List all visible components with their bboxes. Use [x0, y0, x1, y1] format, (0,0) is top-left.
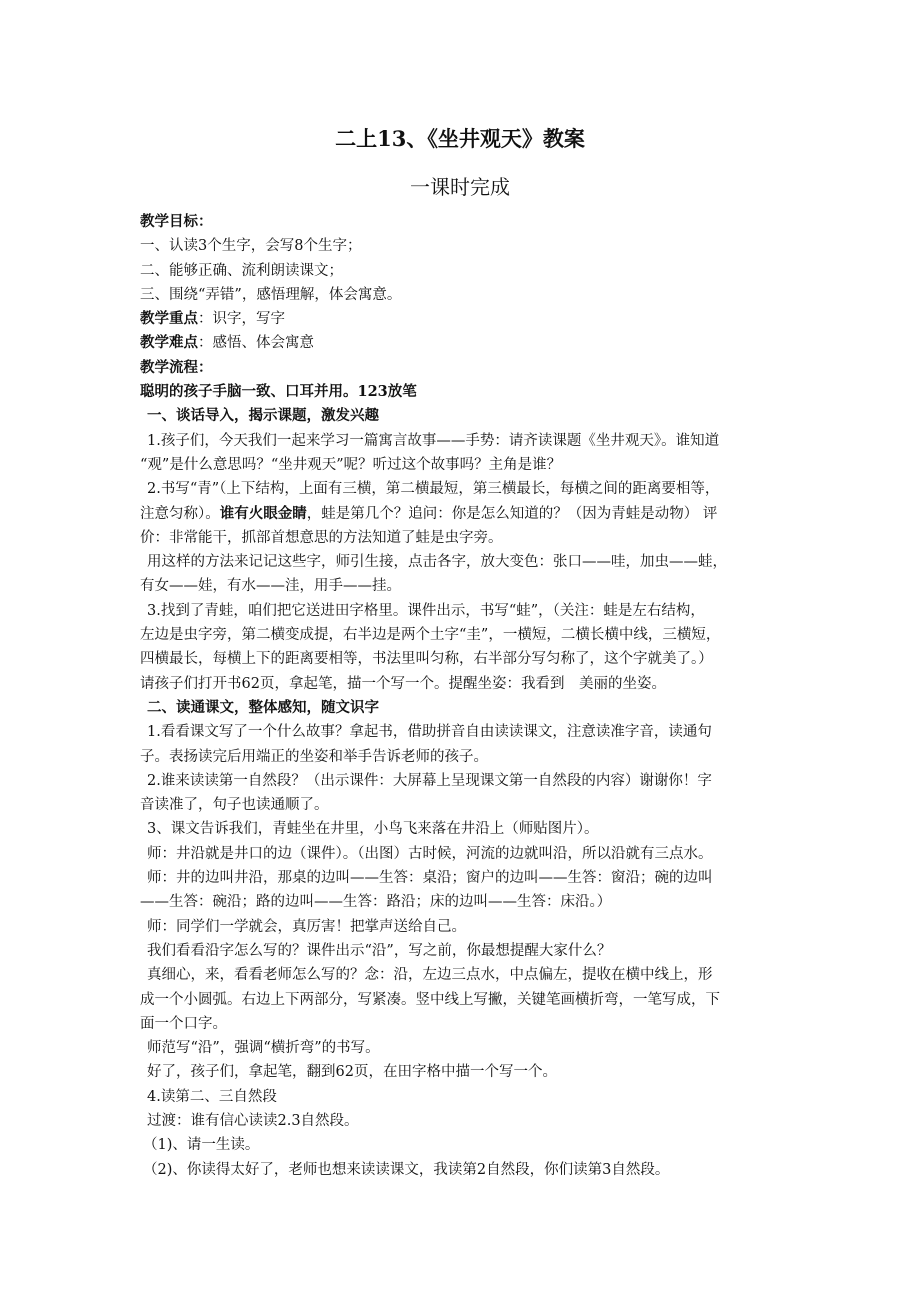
key-points-text: ：识字，写字 — [198, 311, 285, 328]
paragraph-line: 4.读第二、三自然段 — [147, 1088, 277, 1105]
paragraph-line: 1.孩子们，今天我们一起来学习一篇寓言故事——手势：请齐读课题《坐井观天》。谁知道 — [147, 432, 720, 449]
paragraph-text: ，蛙是第几个？追问：你是怎么知道的？（因为青蛙是动物） 评 — [306, 505, 718, 522]
document-title: 二上13、《坐井观天》教案 — [335, 126, 585, 151]
key-points-label: 教学重点 — [140, 310, 198, 328]
paragraph-line: 音读准了，句子也读通顺了。 — [140, 797, 329, 814]
paragraph-line — [140, 502, 792, 526]
difficult-points-text: ：感悟、体会寓意 — [198, 335, 314, 352]
difficult-points — [140, 331, 792, 355]
process-heading: 教学流程： — [140, 358, 213, 376]
paragraph-line: 请孩子们打开书62页，拿起笔，描一个写一个。提醒坐姿：我看到 美丽的坐姿。 — [140, 675, 666, 692]
paragraph-line: ——生答：碗沿；路的边叫——生答：路沿；床的边叫——生答：床沿。） — [140, 894, 612, 911]
paragraph-line: 过渡：谁有信心读读2.3自然段。 — [147, 1112, 359, 1129]
difficult-points-label: 教学难点 — [140, 334, 198, 352]
paragraph-line: 师：井沿就是井口的边（课件）。（出图）古时候，河流的边就叫沿，所以沿就有三点水。 — [147, 845, 713, 862]
paragraph-line: 我们看看沿字怎么写的？课件出示“沿”，写之前，你最想提醒大家什么？ — [147, 942, 612, 959]
paragraph-line: 价：非常能干，抓部首想意思的方法知道了蛙是虫字旁。 — [140, 529, 503, 546]
paragraph-line: （2)、你读得太好了，老师也想来读读课文，我读第2自然段，你们读第3自然段。 — [143, 1161, 670, 1178]
document-subtitle: 一课时完成 — [410, 175, 510, 199]
paragraph-line: 子。表扬读完后用端正的坐姿和举手告诉老师的孩子。 — [140, 748, 488, 765]
paragraph-line: 真细心，来，看看老师怎么写的？念：沿，左边三点水，中点偏左，提收在横中线上，形 — [147, 967, 713, 984]
paragraph-line: 成一个小圆弧。右边上下两部分，写紧凑。竖中线上写撇，关键笔画横折弯，一笔写成，下 — [140, 991, 720, 1008]
paragraph-line: 四横最长，每横上下的距离要相等，书法里叫匀称，右半部分写匀称了，这个字就美了。） — [140, 651, 713, 668]
paragraph-line: “观”是什么意思吗？“坐井观天”呢？听过这个故事吗？主角是谁？ — [140, 456, 562, 473]
paragraph-text: 注意匀称）。 — [140, 505, 220, 522]
goal-item: 二、能够正确、流利朗读课文； — [140, 262, 343, 279]
paragraph-line: 有女——娃，有水——洼，用手——挂。 — [140, 578, 401, 595]
paragraph-line: 1.看看课文写了一个什么故事？拿起书，借助拼音自由读读课文，注意读准字音，读通句 — [147, 724, 712, 741]
paragraph-line: 2.书写“青”（上下结构，上面有三横，第二横最短，第三横最长，每横之间的距离要相等， — [147, 481, 720, 498]
paragraph-line: 师范写“沿”，强调“横折弯”的书写。 — [147, 1040, 380, 1057]
paragraph-line: 好了，孩子们，拿起笔，翻到62页，在田字格中描一个写一个。 — [147, 1064, 557, 1081]
paragraph-line: 面一个口字。 — [140, 1015, 227, 1032]
goal-item: 一、认读3个生字，会写8个生字； — [140, 238, 362, 255]
paragraph-line: 3.找到了青蛙，咱们把它送进田字格里。课件出示，书写“蛙”，（关注：蛙是左右结构， — [147, 602, 705, 619]
goals-heading: 教学目标： — [140, 213, 213, 230]
paragraph-line: 用这样的方法来记记这些字，师引生接，点击各字，放大变色：张口——哇，加虫——蛙， — [147, 554, 727, 571]
paragraph-line: （1)、请一生读。 — [143, 1137, 260, 1154]
section-heading: 二、读通课文，整体感知，随文识字 — [147, 698, 379, 716]
paragraph-line: 师：同学们一学就会，真厉害！把掌声送给自己。 — [147, 918, 466, 935]
goal-item: 三、围绕“弄错”，感悟理解，体会寓意。 — [140, 286, 402, 303]
paragraph-line: 2.谁来读读第一自然段？（出示课件：大屏幕上呈现课文第一自然段的内容）谢谢你！字 — [147, 772, 712, 789]
paragraph-line: 3、课文告诉我们，青蛙坐在井里，小鸟飞来落在井沿上（师贴图片）。 — [147, 821, 599, 838]
slogan: 聪明的孩子手脑一致、口耳并用。123放笔 — [140, 383, 417, 401]
document-body — [140, 210, 792, 1182]
key-points — [140, 307, 792, 331]
paragraph-line: 师：井的边叫井沿，那桌的边叫——生答：桌沿；窗户的边叫——生答：窗沿；碗的边叫 — [147, 870, 713, 887]
bold-phrase: 谁有火眼金睛 — [219, 504, 307, 522]
section-heading: 一、谈话导入，揭示课题，激发兴趣 — [147, 407, 379, 425]
paragraph-line: 左边是虫字旁，第二横变成提，右半边是两个土字“圭”，一横短，二横长横中线，三横短， — [140, 627, 721, 644]
